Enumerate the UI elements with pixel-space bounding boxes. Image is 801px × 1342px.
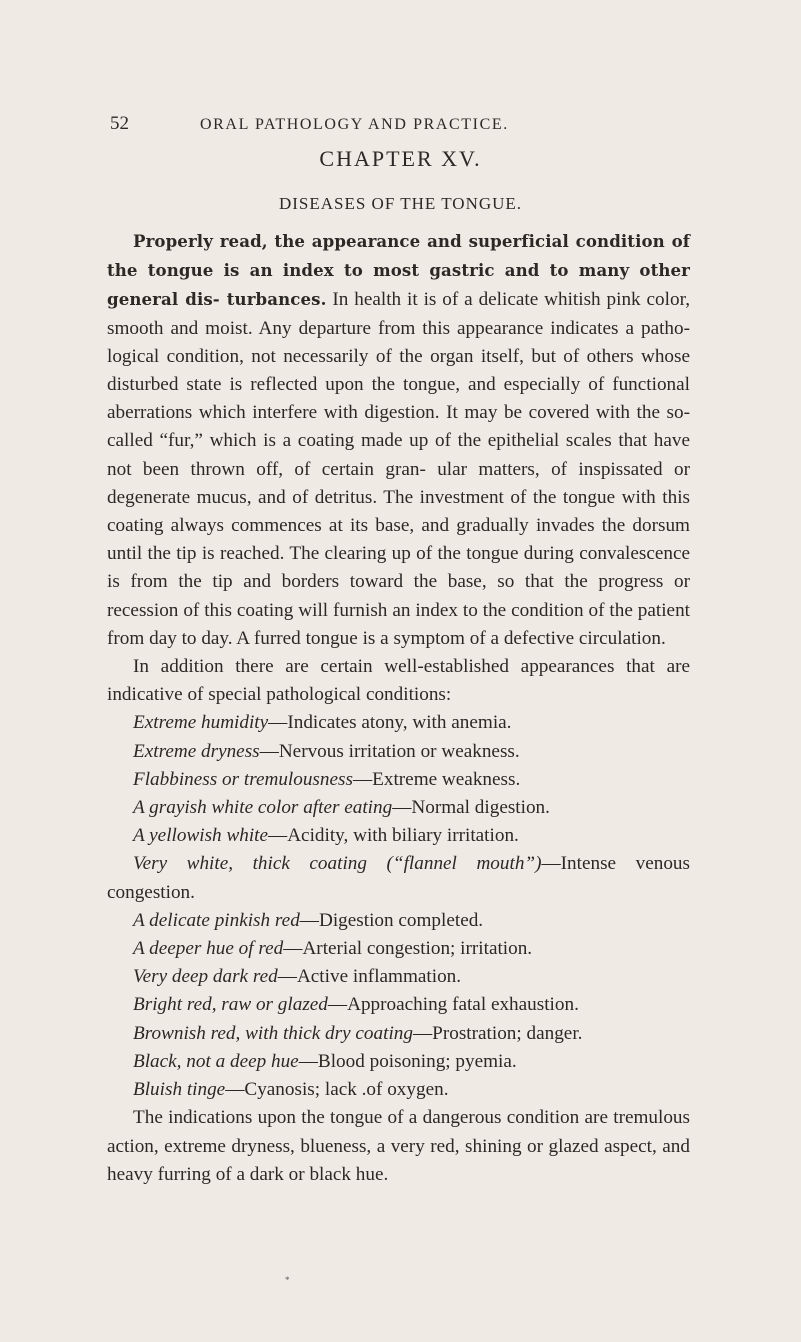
list-item	[107, 850, 690, 906]
body-text	[107, 227, 690, 1189]
entry-term: Flabbiness or tremulousness	[133, 768, 353, 790]
list-item	[107, 991, 690, 1019]
entry-meaning: —Blood poisoning; pyemia.	[298, 1050, 517, 1072]
list-item	[107, 963, 690, 991]
entry-meaning: —Intense venous congestion.	[107, 853, 690, 903]
entry-term: Black, not a deep hue	[133, 1050, 299, 1072]
entry-term: Brownish red, with thick dry coating	[133, 1022, 413, 1044]
entry-meaning: —Cyanosis; lack .of oxygen.	[225, 1079, 449, 1101]
list-item	[107, 766, 690, 794]
entry-term: Extreme humidity	[133, 712, 269, 734]
entry-meaning: —Normal digestion.	[392, 797, 550, 819]
entry-meaning: —Indicates atony, with anemia.	[268, 712, 512, 734]
entry-term: A delicate pinkish red	[133, 909, 300, 931]
intro-text: In health it is of a delicate whitish pink color, smooth and moist. Any departure from this appearance indicates a patho- logical condition, not necessarily of the organ itself, but of others whose disturbed state is reflected upon the tongue, and especially of functional aberrations which interfere with digestion. It may be covered with the so-called “fur,” which is a coating made up of the epithelial scales that have not been thrown off, of certain gran- ular matters, of inspissated or degenerate mucus, and of detritus. The investment of the tongue with this coating always commences at its base, and gradually invades the dorsum until the tip is reached. The clearing up of the tongue during convalescence is from the tip and borders toward the base, so that the progress or recession of this coating will furnish an index to the condition of the patient from day to day. A furred tongue is a symptom of a defective circulation.	[107, 289, 690, 649]
entry-term: A yellowish white	[133, 825, 269, 847]
entry-meaning: —Arterial congestion; irritation.	[283, 938, 533, 960]
entry-meaning: —Approaching fatal exhaustion.	[327, 994, 579, 1016]
list-item	[107, 1020, 690, 1048]
list-item	[107, 738, 690, 766]
entry-meaning: —Prostration; danger.	[412, 1022, 583, 1044]
stray-mark: *	[285, 1275, 290, 1285]
entry-term: Bluish tinge	[133, 1079, 226, 1101]
list-item	[107, 822, 690, 850]
entry-term: A deeper hue of red	[133, 938, 284, 960]
paragraph-intro	[107, 227, 690, 653]
list-item	[107, 1048, 690, 1076]
entry-meaning: —Nervous irritation or weakness.	[259, 740, 520, 762]
entry-meaning: —Active inflammation.	[277, 966, 462, 988]
list-item	[107, 907, 690, 935]
entry-term: Very deep dark red	[133, 966, 278, 988]
paragraph-dangerous-signs: The indications upon the tongue of a dangerous condition are tremulous action, extreme dryness, blueness, a very red, shining or glazed aspect, and heavy furring of a dark or black hue.	[107, 1107, 690, 1185]
running-title: ORAL PATHOLOGY AND PRACTICE.	[200, 116, 509, 133]
entry-term: Extreme dryness	[133, 740, 260, 762]
entry-meaning: —Acidity, with biliary irritation.	[268, 825, 519, 847]
entry-term: Very white, thick coating (“flannel mouth”)	[133, 853, 542, 875]
list-item	[107, 935, 690, 963]
list-item	[107, 709, 690, 737]
entry-meaning: —Digestion completed.	[299, 909, 484, 931]
lead-sentence: Properly read, the appearance and superficial condition of the tongue is an index to most gastric and to many other general dis- turbances.	[107, 231, 690, 310]
entry-meaning: —Extreme weakness.	[352, 768, 521, 790]
running-head	[110, 113, 741, 138]
chapter-subtitle: DISEASES OF THE TONGUE.	[278, 194, 523, 213]
page-number: 52	[110, 113, 129, 134]
entry-term: A grayish white color after eating	[133, 797, 393, 819]
list-item	[107, 1076, 690, 1104]
paragraph-appearances: In addition there are certain well-established appearances that are indicative of special pathological conditions:	[107, 656, 690, 706]
chapter-heading: CHAPTER XV.	[319, 146, 482, 171]
entry-term: Bright red, raw or glazed	[133, 994, 328, 1016]
list-item	[107, 794, 690, 822]
